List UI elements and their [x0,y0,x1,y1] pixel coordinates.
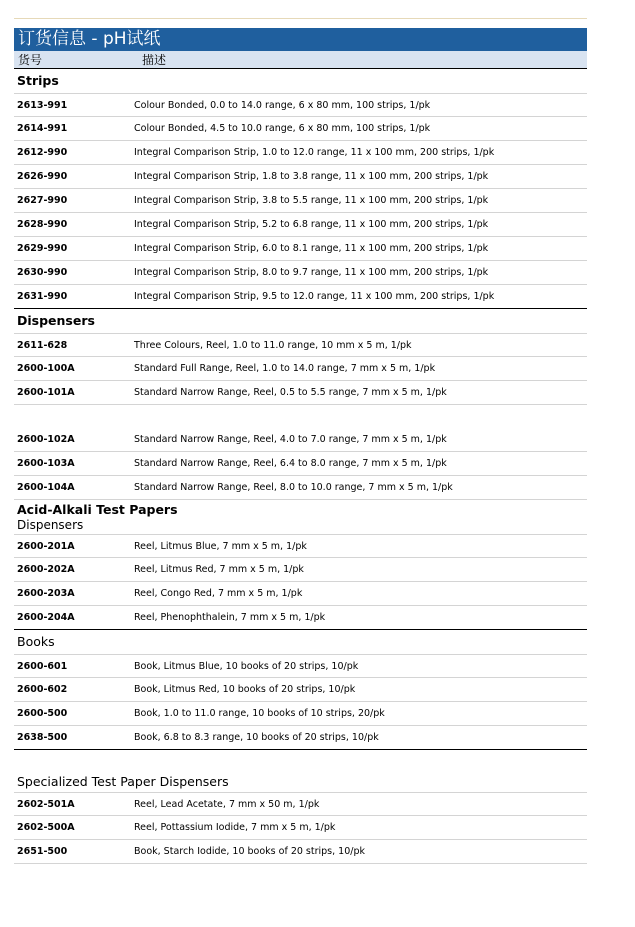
header-description: 描述 [142,53,167,67]
product-description: Reel, Congo Red, 7 mm x 5 m, 1/pk [134,588,303,599]
product-code: 2630-990 [17,267,68,278]
product-description: Book, 1.0 to 11.0 range, 10 books of 10 strips, 20/pk [134,708,385,719]
product-description: Integral Comparison Strip, 9.5 to 12.0 range, 11 x 100 mm, 200 strips, 1/pk [134,291,495,302]
product-description: Integral Comparison Strip, 1.8 to 3.8 range, 11 x 100 mm, 200 strips, 1/pk [134,171,489,182]
product-code: 2626-990 [17,171,68,182]
table-row [14,816,587,840]
product-code: 2614-991 [17,123,68,134]
product-description: Colour Bonded, 4.5 to 10.0 range, 6 x 80 mm, 100 strips, 1/pk [134,123,431,134]
product-description: Reel, Litmus Blue, 7 mm x 5 m, 1/pk [134,541,307,552]
section-dispensers: Dispensers [17,313,95,328]
table-row [14,93,587,117]
table-row [14,452,587,476]
table-row [14,141,587,165]
section-specialized: Specialized Test Paper Dispensers [17,774,229,789]
table-row [14,840,587,864]
table-row [14,678,587,702]
table-row [14,558,587,582]
product-code: 2600-601 [17,661,68,672]
product-code: 2612-990 [17,147,68,158]
product-description: Integral Comparison Strip, 8.0 to 9.7 range, 11 x 100 mm, 200 strips, 1/pk [134,267,489,278]
product-code: 2627-990 [17,195,68,206]
product-code: 2600-100A [17,363,75,374]
table-row [14,534,587,558]
product-description: Book, 6.8 to 8.3 range, 10 books of 20 strips, 10/pk [134,732,379,743]
table-row [14,333,587,357]
spacer [14,750,587,772]
product-description: Standard Full Range, Reel, 1.0 to 14.0 range, 7 mm x 5 m, 1/pk [134,363,436,374]
table-row [14,476,587,500]
product-code: 2613-991 [17,100,68,111]
product-code: 2600-500 [17,708,68,719]
product-code: 2651-500 [17,846,68,857]
table-row [14,237,587,261]
product-description: Integral Comparison Strip, 1.0 to 12.0 range, 11 x 100 mm, 200 strips, 1/pk [134,147,495,158]
specialized-rows [14,792,587,864]
product-description: Standard Narrow Range, Reel, 4.0 to 7.0 range, 7 mm x 5 m, 1/pk [134,434,447,445]
page-title: 订货信息 - pH试纸 [14,28,587,51]
acid-alkali-rows [14,534,587,630]
table-row [14,606,587,630]
product-description: Reel, Lead Acetate, 7 mm x 50 m, 1/pk [134,799,320,810]
product-code: 2600-104A [17,482,75,493]
table-row [14,702,587,726]
table-row [14,726,587,750]
table-header [14,51,587,69]
product-code: 2638-500 [17,732,68,743]
subsection-dispensers: Dispensers [17,518,84,532]
spacer [14,405,587,428]
dispensers-rows-b [14,428,587,500]
product-code: 2600-201A [17,541,75,552]
table-row [14,381,587,405]
product-description: Reel, Phenophthalein, 7 mm x 5 m, 1/pk [134,612,326,623]
ordering-table [14,28,587,864]
product-description: Book, Litmus Red, 10 books of 20 strips, 10/pk [134,684,356,695]
product-code: 2600-103A [17,458,75,469]
strips-rows [14,93,587,309]
product-code: 2611-628 [17,340,68,351]
table-row [14,261,587,285]
product-description: Standard Narrow Range, Reel, 8.0 to 10.0 range, 7 mm x 5 m, 1/pk [134,482,453,493]
product-code: 2600-202A [17,564,75,575]
product-code: 2629-990 [17,243,68,254]
product-code: 2600-204A [17,612,75,623]
table-row [14,165,587,189]
product-description: Standard Narrow Range, Reel, 6.4 to 8.0 range, 7 mm x 5 m, 1/pk [134,458,447,469]
table-row [14,189,587,213]
product-description: Integral Comparison Strip, 5.2 to 6.8 range, 11 x 100 mm, 200 strips, 1/pk [134,219,489,230]
product-description: Book, Litmus Blue, 10 books of 20 strips, 10/pk [134,661,359,672]
product-code: 2602-501A [17,799,75,810]
product-code: 2600-203A [17,588,75,599]
table-row [14,428,587,452]
product-description: Standard Narrow Range, Reel, 0.5 to 5.5 range, 7 mm x 5 m, 1/pk [134,387,447,398]
table-row [14,582,587,606]
section-strips: Strips [17,73,59,88]
product-description: Reel, Litmus Red, 7 mm x 5 m, 1/pk [134,564,304,575]
product-description: Three Colours, Reel, 1.0 to 11.0 range, 10 mm x 5 m, 1/pk [134,340,412,351]
section-acid-alkali: Acid-Alkali Test Papers [17,502,178,517]
product-code: 2600-102A [17,434,75,445]
dispensers-rows-a [14,333,587,405]
header-code: 货号 [18,53,43,67]
table-row [14,117,587,141]
product-code: 2600-101A [17,387,75,398]
table-row [14,285,587,309]
product-description: Book, Starch Iodide, 10 books of 20 strips, 10/pk [134,846,365,857]
table-row [14,792,587,816]
product-code: 2600-602 [17,684,68,695]
product-description: Integral Comparison Strip, 6.0 to 8.1 range, 11 x 100 mm, 200 strips, 1/pk [134,243,489,254]
product-description: Colour Bonded, 0.0 to 14.0 range, 6 x 80 mm, 100 strips, 1/pk [134,100,431,111]
table-row [14,654,587,678]
product-description: Reel, Pottassium Iodide, 7 mm x 5 m, 1/pk [134,822,336,833]
product-code: 2628-990 [17,219,68,230]
table-row [14,357,587,381]
product-code: 2631-990 [17,291,68,302]
top-rule [14,18,587,19]
product-code: 2602-500A [17,822,75,833]
table-row [14,213,587,237]
books-rows [14,654,587,750]
section-books: Books [17,634,55,649]
product-description: Integral Comparison Strip, 3.8 to 5.5 range, 11 x 100 mm, 200 strips, 1/pk [134,195,489,206]
